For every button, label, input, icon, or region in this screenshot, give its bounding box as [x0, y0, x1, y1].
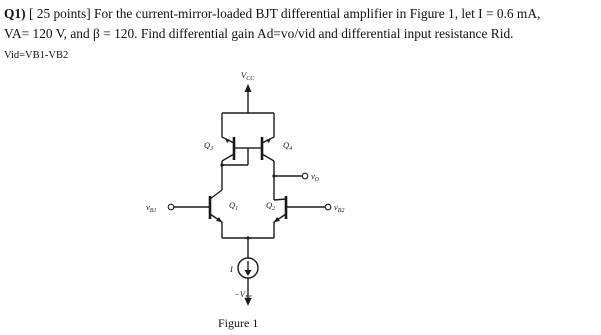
q4-label: $Q_4$ — [283, 140, 293, 152]
vb2-label: $v_{B2}$ — [334, 202, 345, 214]
question-number: Q1) — [4, 6, 26, 21]
question-line-2: VA= 120 V, and β = 120. Find differential gain Ad=vo/vid and differential input resistance Rid. — [4, 26, 514, 41]
vb2-terminal — [325, 204, 331, 210]
vee-label: $-V_{EE}$ — [234, 289, 253, 301]
q4-transistor — [248, 113, 274, 200]
vb1-label: $v_{B1}$ — [146, 202, 157, 214]
vb1-terminal — [168, 204, 174, 210]
vid-definition: Vid=VB1-VB2 — [4, 50, 69, 61]
q2-transistor — [274, 196, 325, 222]
output-terminal — [302, 173, 308, 179]
question-line-1-text: [ 25 points] For the current-mirror-loaded BJT differential amplifier in Figure 1, let I = 0.6 mA, — [28, 6, 541, 21]
q2-label: $Q_2$ — [266, 200, 276, 212]
q1-label: $Q_1$ — [229, 200, 239, 212]
q3-label: $Q_3$ — [204, 140, 214, 152]
q1-transistor — [174, 190, 222, 222]
vo-label: $v_O$ — [311, 171, 320, 183]
figure-caption: Figure 1 — [218, 316, 259, 330]
vcc-arrow-icon — [245, 84, 252, 92]
vcc-label: $V_{CC}$ — [241, 70, 255, 82]
current-source-label: I — [230, 264, 233, 274]
